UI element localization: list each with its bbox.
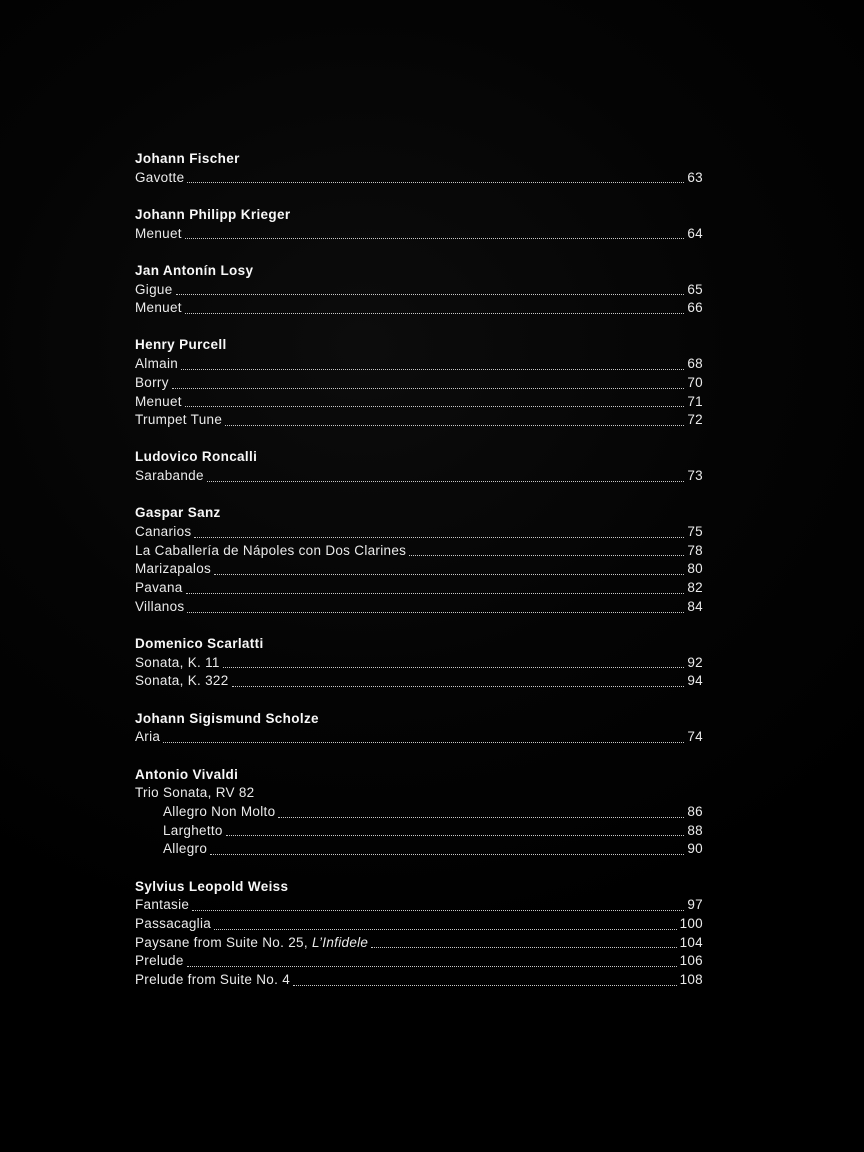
page-number: 97 (687, 897, 703, 913)
page-number: 64 (687, 225, 703, 241)
piece-title: Menuet (135, 300, 182, 316)
piece-title: Pavana (135, 580, 183, 596)
dot-leader (194, 537, 684, 538)
page-number: 106 (679, 953, 703, 969)
dot-leader (187, 966, 677, 967)
toc-entry (135, 579, 703, 598)
page-number: 90 (687, 841, 703, 857)
dot-leader (207, 481, 685, 482)
piece-title: Allegro Non Molto (163, 803, 276, 819)
page-number: 94 (687, 673, 703, 689)
toc-entry (135, 169, 703, 188)
page-number: 68 (687, 356, 703, 372)
piece-title: Canarios (135, 524, 192, 540)
composer-name: Sylvius Leopold Weiss (135, 878, 289, 894)
toc-entry (135, 672, 703, 691)
toc-section (135, 262, 703, 318)
toc-entry (135, 225, 703, 244)
toc-section (135, 336, 703, 430)
composer-name: Johann Fischer (135, 151, 240, 166)
toc-section (135, 504, 703, 616)
toc-entry (135, 822, 703, 841)
page-number: 66 (687, 300, 703, 316)
toc-entry (135, 542, 703, 561)
dot-leader (163, 742, 684, 743)
dot-leader (185, 406, 685, 407)
dot-leader (187, 612, 684, 613)
dot-leader (214, 929, 676, 930)
dot-leader (181, 369, 684, 370)
page-number: 78 (687, 542, 703, 558)
page-number: 74 (687, 729, 703, 745)
piece-title: Larghetto (163, 822, 223, 838)
composer-name: Jan Antonín Losy (135, 262, 254, 278)
composer-name: Johann Philipp Krieger (135, 206, 291, 222)
piece-title: Trio Sonata, RV 82 (135, 785, 255, 801)
toc-entry (135, 915, 703, 934)
dot-leader (187, 182, 684, 183)
toc-entry (135, 467, 703, 486)
dot-leader (210, 854, 684, 855)
toc-entry (135, 393, 703, 412)
dot-leader (232, 686, 685, 687)
page-number: 84 (687, 598, 703, 614)
piece-title: Menuet (135, 225, 182, 241)
page-number: 108 (679, 972, 703, 988)
piece-title: Prelude from Suite No. 4 (135, 972, 291, 988)
piece-title: Trumpet Tune (135, 412, 223, 428)
toc-section (135, 635, 703, 691)
composer-name: Gaspar Sanz (135, 505, 221, 521)
toc-entry (135, 971, 703, 990)
toc-section (135, 448, 703, 485)
piece-title: Paysane from Suite No. 25, L’Infidele (135, 934, 369, 950)
piece-title: La Caballería de Nápoles con Dos Clarines (135, 542, 407, 558)
page-number: 86 (687, 803, 703, 819)
toc-entry (135, 896, 703, 915)
dot-leader (214, 574, 684, 575)
dot-leader (371, 947, 676, 948)
composer-name: Antonio Vivaldi (135, 766, 239, 782)
piece-title: Fantasie (135, 897, 190, 913)
page-number: 63 (687, 169, 703, 185)
dot-leader (186, 593, 685, 594)
toc-entry (135, 560, 703, 579)
toc-entry (135, 523, 703, 542)
toc-entry (135, 803, 703, 822)
piece-title: Gavotte (135, 169, 185, 185)
piece-title: Marizapalos (135, 561, 212, 577)
page-number: 70 (687, 374, 703, 390)
page-number: 80 (687, 561, 703, 577)
toc-entry (135, 355, 703, 374)
page-number: 65 (687, 281, 703, 297)
piece-title: Aria (135, 729, 161, 745)
dot-leader (192, 910, 684, 911)
piece-title: Allegro (163, 841, 208, 857)
page-number: 72 (687, 412, 703, 428)
toc-section (135, 766, 703, 860)
page-number: 73 (687, 468, 703, 484)
toc-entry (135, 411, 703, 430)
piece-title: Sonata, K. 322 (135, 673, 229, 689)
piece-title: Menuet (135, 393, 182, 409)
dot-leader (223, 667, 685, 668)
dot-leader (176, 294, 685, 295)
composer-name: Johann Sigismund Scholze (135, 710, 319, 726)
piece-title: Prelude (135, 953, 184, 969)
toc-entry (135, 784, 703, 803)
dot-leader (293, 985, 677, 986)
toc-entry (135, 299, 703, 318)
toc-entry (135, 934, 703, 953)
page-number: 82 (687, 580, 703, 596)
dot-leader (172, 388, 685, 389)
piece-title: Passacaglia (135, 916, 212, 931)
composer-name: Henry Purcell (135, 337, 227, 353)
toc-entry (135, 728, 703, 747)
page-number: 104 (679, 934, 703, 950)
piece-title: Sonata, K. 11 (135, 654, 220, 670)
dot-leader (226, 835, 685, 836)
dot-leader (225, 425, 684, 426)
toc-section (135, 206, 703, 243)
dot-leader (185, 313, 685, 314)
toc-section (135, 150, 703, 187)
piece-title-italic: L’Infidele (311, 934, 369, 950)
toc-entry (135, 840, 703, 859)
dot-leader (278, 817, 684, 818)
toc-entry (135, 654, 703, 673)
page-number: 92 (687, 654, 703, 670)
piece-title: Gigue (135, 281, 173, 297)
table-of-contents (135, 150, 703, 1008)
toc-entry (135, 598, 703, 617)
toc-section (135, 710, 703, 747)
piece-title: Villanos (135, 598, 185, 614)
piece-title: Borry (135, 374, 169, 390)
toc-entry (135, 952, 703, 971)
page-number: 100 (679, 916, 703, 931)
composer-name: Domenico Scarlatti (135, 636, 264, 652)
dot-leader (409, 555, 684, 556)
composer-name: Ludovico Roncalli (135, 449, 258, 465)
toc-section (135, 878, 703, 990)
page-number: 88 (687, 822, 703, 838)
dot-leader (185, 238, 685, 239)
piece-title: Sarabande (135, 468, 204, 484)
page-number: 75 (687, 524, 703, 540)
page-number: 71 (687, 393, 703, 409)
piece-title: Almain (135, 356, 179, 372)
toc-entry (135, 374, 703, 393)
toc-entry (135, 281, 703, 300)
